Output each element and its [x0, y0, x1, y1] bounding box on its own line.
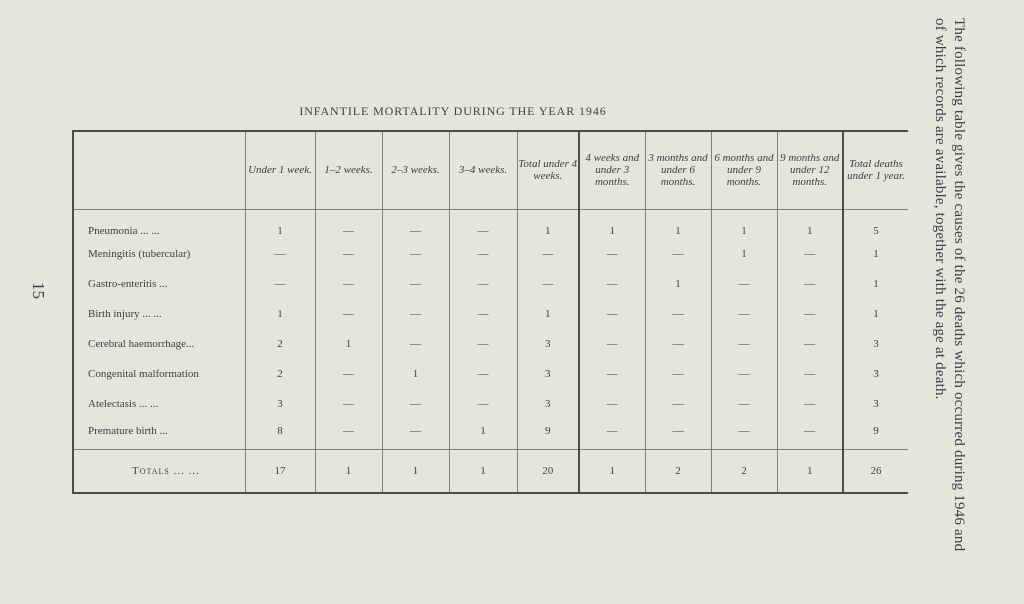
value-cell: 1: [777, 449, 843, 493]
value-cell: 1: [579, 209, 645, 239]
value-cell: —: [711, 359, 777, 389]
value-cell: —: [382, 329, 449, 359]
value-cell: —: [382, 389, 449, 419]
value-cell: —: [645, 389, 711, 419]
value-cell: 5: [843, 209, 908, 239]
value-cell: —: [517, 239, 579, 269]
value-cell: —: [315, 419, 382, 449]
header-cell: 3 months and under 6 months.: [645, 131, 711, 209]
value-cell: —: [711, 329, 777, 359]
value-cell: 2: [645, 449, 711, 493]
value-cell: 1: [245, 209, 315, 239]
table-row: [73, 359, 908, 389]
value-cell: —: [517, 269, 579, 299]
value-cell: —: [245, 269, 315, 299]
value-cell: 1: [315, 449, 382, 493]
value-cell: 17: [245, 449, 315, 493]
cause-label: Premature birth ...: [88, 424, 168, 437]
intro-paragraph: The following table gives the causes of the 26 deaths which occurred during 1946 and of which records are available, together with the age at death.: [932, 18, 967, 552]
value-cell: —: [382, 209, 449, 239]
value-cell: 1: [449, 449, 517, 493]
value-cell: —: [777, 269, 843, 299]
value-cell: 1: [517, 299, 579, 329]
table-body: [73, 209, 908, 493]
value-cell: 2: [711, 449, 777, 493]
value-cell: —: [449, 299, 517, 329]
value-cell: —: [777, 419, 843, 449]
header-cell: 6 months and under 9 months.: [711, 131, 777, 209]
value-cell: 20: [517, 449, 579, 493]
value-cell: —: [645, 239, 711, 269]
value-cell: —: [579, 269, 645, 299]
value-cell: 1: [579, 449, 645, 493]
header-row: [73, 131, 908, 209]
value-cell: —: [711, 419, 777, 449]
value-cell: —: [777, 299, 843, 329]
value-cell: 3: [843, 389, 908, 419]
cause-label: Gastro-enteritis ...: [88, 278, 168, 290]
value-cell: —: [315, 389, 382, 419]
value-cell: 1: [843, 239, 908, 269]
value-cell: —: [645, 359, 711, 389]
value-cell: 9: [843, 419, 908, 449]
value-cell: —: [315, 209, 382, 239]
table-row: [73, 239, 908, 269]
value-cell: 3: [517, 389, 579, 419]
value-cell: 1: [382, 359, 449, 389]
cause-label: Congenital malformation: [88, 368, 199, 380]
table-row: [73, 419, 908, 449]
value-cell: 3: [245, 389, 315, 419]
value-cell: 1: [645, 269, 711, 299]
value-cell: —: [777, 359, 843, 389]
value-cell: —: [382, 419, 449, 449]
value-cell: 26: [843, 449, 908, 493]
value-cell: 3: [517, 329, 579, 359]
value-cell: —: [315, 359, 382, 389]
value-cell: —: [579, 239, 645, 269]
value-cell: —: [449, 359, 517, 389]
value-cell: 1: [777, 209, 843, 239]
header-cell: Total under 4 weeks.: [517, 131, 579, 209]
value-cell: —: [382, 269, 449, 299]
value-cell: 1: [645, 209, 711, 239]
value-cell: 1: [517, 209, 579, 239]
value-cell: 1: [382, 449, 449, 493]
header-cell: Total deaths under 1 year.: [843, 131, 908, 209]
table-row: [73, 329, 908, 359]
cause-label: Meningitis (tubercular): [88, 248, 191, 260]
value-cell: —: [579, 389, 645, 419]
cause-label: Atelectasis ... ...: [88, 398, 159, 410]
header-cell: 1–2 weeks.: [315, 131, 382, 209]
value-cell: 3: [517, 359, 579, 389]
value-cell: 3: [843, 329, 908, 359]
value-cell: 2: [245, 359, 315, 389]
value-cell: 1: [449, 419, 517, 449]
header-cell: Under 1 week.: [245, 131, 315, 209]
cause-label: Cerebral haemorrhage...: [88, 338, 195, 350]
value-cell: —: [449, 329, 517, 359]
header-cell: 4 weeks and under 3 months.: [579, 131, 645, 209]
value-cell: —: [777, 329, 843, 359]
value-cell: —: [777, 389, 843, 419]
value-cell: —: [449, 269, 517, 299]
totals-row: [73, 449, 908, 493]
value-cell: 1: [711, 239, 777, 269]
value-cell: —: [645, 299, 711, 329]
cause-label: Birth injury ... ...: [88, 308, 162, 320]
table-row: [73, 299, 908, 329]
value-cell: —: [382, 239, 449, 269]
table-row: [73, 209, 908, 239]
value-cell: —: [711, 269, 777, 299]
value-cell: —: [579, 329, 645, 359]
value-cell: —: [645, 329, 711, 359]
value-cell: 1: [843, 269, 908, 299]
value-cell: —: [315, 269, 382, 299]
value-cell: 1: [843, 299, 908, 329]
totals-label: Totals ... ...: [73, 449, 245, 493]
value-cell: —: [579, 299, 645, 329]
value-cell: —: [449, 239, 517, 269]
value-cell: —: [382, 299, 449, 329]
header-cause: [73, 131, 245, 209]
value-cell: 1: [315, 329, 382, 359]
value-cell: 3: [843, 359, 908, 389]
header-cell: 9 months and under 12 months.: [777, 131, 843, 209]
value-cell: —: [777, 239, 843, 269]
value-cell: 9: [517, 419, 579, 449]
table-title: INFANTILE MORTALITY DURING THE YEAR 1946: [299, 104, 607, 118]
value-cell: —: [711, 299, 777, 329]
value-cell: 2: [245, 329, 315, 359]
cause-label: Pneumonia ... ...: [88, 225, 160, 238]
page-number: 15: [29, 282, 48, 299]
value-cell: —: [449, 209, 517, 239]
header-cell: 2–3 weeks.: [382, 131, 449, 209]
mortality-table: [72, 130, 908, 494]
value-cell: —: [245, 239, 315, 269]
value-cell: 1: [245, 299, 315, 329]
value-cell: —: [711, 389, 777, 419]
value-cell: 8: [245, 419, 315, 449]
value-cell: —: [449, 389, 517, 419]
value-cell: —: [315, 239, 382, 269]
table-row: [73, 389, 908, 419]
value-cell: —: [645, 419, 711, 449]
header-cell: 3–4 weeks.: [449, 131, 517, 209]
table-row: [73, 269, 908, 299]
value-cell: 1: [711, 209, 777, 239]
value-cell: —: [579, 359, 645, 389]
value-cell: —: [315, 299, 382, 329]
value-cell: —: [579, 419, 645, 449]
